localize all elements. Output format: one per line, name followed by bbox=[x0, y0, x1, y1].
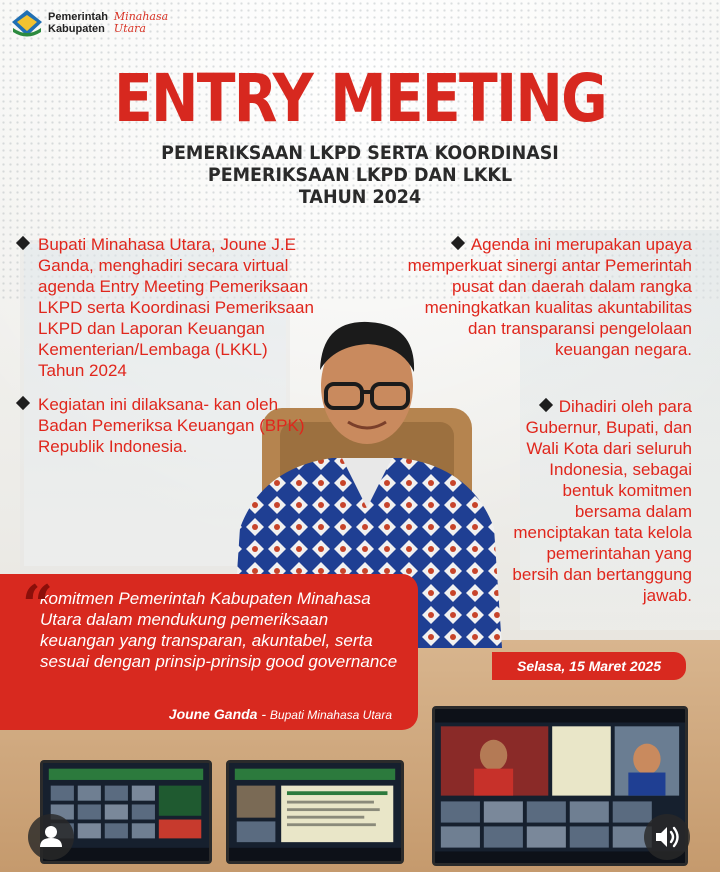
bullet-text: Bupati Minahasa Utara, Joune J.E Ganda, menghadiri secara virtual agenda Entry Meeting Pemeriksaan LKPD serta Koordinasi Pemeriksaan LKPD dan Laporan Keuangan Kementerian/Lembaga (LKKL) Tahun 2024 bbox=[38, 235, 314, 380]
bullet-text: Dihadiri oleh para Gubernur, Bupati, dan Wali Kota dari seluruh Indonesia, sebagai bentuk komitmen bersama dalam menciptakan tata kelola pemerintahan yang bersih dan bertanggung jawab. bbox=[512, 397, 692, 605]
list-item bbox=[16, 394, 316, 457]
regency-logo bbox=[10, 8, 168, 38]
sound-toggle-button[interactable] bbox=[644, 814, 690, 860]
subtitle-line-2: PEMERIKSAAN LKPD DAN LKKL bbox=[207, 164, 513, 186]
regency-emblem-icon bbox=[10, 8, 44, 38]
logo-line-1: Pemerintah bbox=[48, 11, 108, 23]
diamond-bullet-icon bbox=[451, 236, 465, 250]
meeting-screen bbox=[226, 760, 404, 864]
left-bullet-list bbox=[16, 234, 316, 470]
diamond-bullet-icon bbox=[16, 396, 30, 410]
diamond-bullet-icon bbox=[16, 236, 30, 250]
logo-line-2: Kabupaten bbox=[48, 23, 105, 35]
page-title: ENTRY MEETING bbox=[113, 60, 607, 137]
logo-script-2: Utara bbox=[113, 22, 146, 35]
author-separator: - bbox=[257, 706, 270, 722]
subtitle-line-1: PEMERIKSAAN LKPD SERTA KOORDINASI bbox=[161, 142, 559, 164]
author-name: Joune Ganda bbox=[168, 706, 258, 722]
bullet-text: Kegiatan ini dilaksana- kan oleh Badan Pemeriksa Keuangan (BPK) Republik Indonesia. bbox=[38, 395, 305, 456]
bullet-text: Agenda ini merupakan upaya memperkuat sinergi antar Pemerintah pusat dan daerah dalam rangka meningkatkan kualitas akuntabilitas dan transparansi pengelolaan keuangan negara. bbox=[407, 235, 692, 359]
logo-script-1: Minahasa bbox=[113, 10, 169, 23]
quote-text: komitmen Pemerintah Kabupaten Minahasa Utara dalam mendukung pemeriksaan keuangan yang transparan, akuntabel, serta sesuai dengan prinsip-prinsip good governance bbox=[40, 589, 398, 671]
list-item bbox=[400, 396, 692, 606]
list-item bbox=[16, 234, 316, 381]
right-bullet-list bbox=[400, 234, 692, 619]
date-badge: Selasa, 15 Maret 2025 bbox=[492, 652, 686, 680]
subtitle bbox=[0, 142, 720, 208]
list-item bbox=[400, 234, 692, 360]
user-icon bbox=[28, 814, 74, 860]
speaker-icon bbox=[644, 814, 690, 860]
quote-box bbox=[0, 574, 418, 730]
author-role: Bupati Minahasa Utara bbox=[269, 708, 392, 722]
subtitle-line-3: TAHUN 2024 bbox=[298, 186, 422, 208]
tagged-users-button[interactable] bbox=[28, 814, 74, 860]
quote-mark-icon: “ bbox=[22, 573, 54, 637]
quote-author bbox=[169, 706, 392, 722]
diamond-bullet-icon bbox=[539, 398, 553, 412]
